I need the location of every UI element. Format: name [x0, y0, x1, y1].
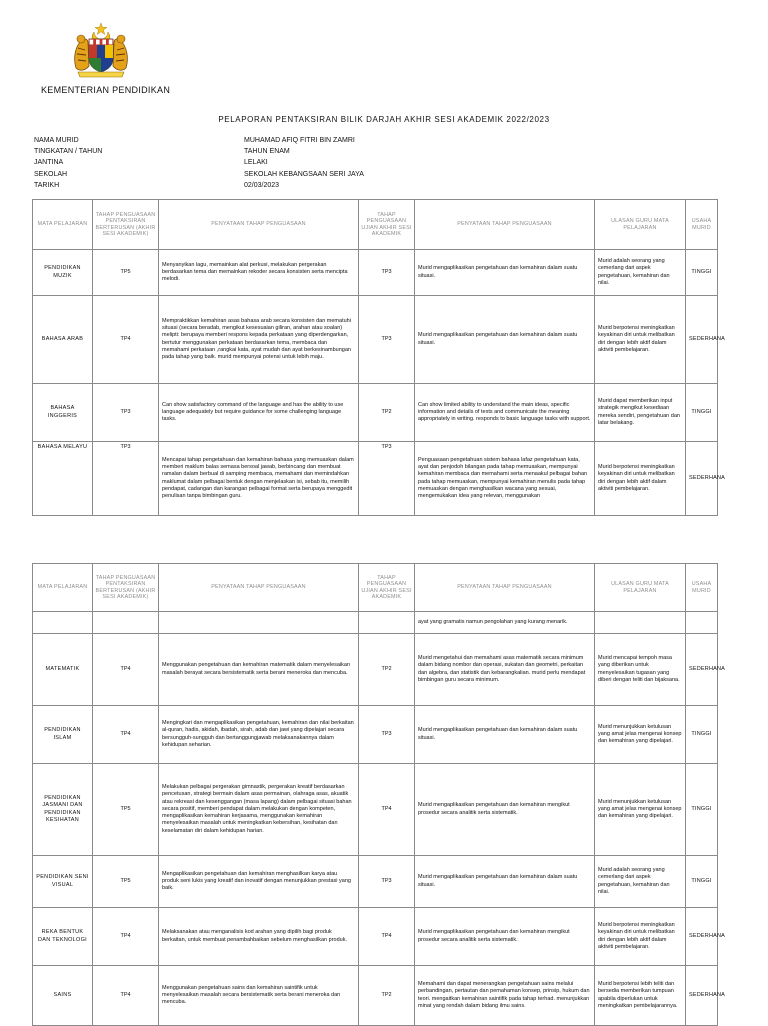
info-row-date	[34, 180, 364, 191]
tp-continuous: TP5	[93, 764, 159, 856]
table-row	[33, 706, 718, 764]
tp-exam: TP3	[359, 706, 415, 764]
statement-exam: Murid mengaplikasikan pengetahuan dan kemahiran dalam suatu situasi.	[415, 296, 595, 384]
tp-continuous: TP3	[93, 442, 159, 516]
info-value: 02/03/2023	[244, 181, 280, 189]
table-row	[33, 250, 718, 296]
header-statement-1: PENYATAAN TAHAP PENGUASAAN	[159, 200, 359, 250]
header-tp-continuous: TAHAP PENGUASAAN PENTAKSIRAN BERTERUSAN (AKHIR SESI AKADEMIK)	[93, 564, 159, 612]
statement-continuous: Melakukan pelbagai pergerakan gimnastik, pergerakan kreatif berdasarkan pencetusan, strategi bermain dalam asas permainan, olahraga asas, akuatik atau rekreasi dan kesenggangan (masa lapang) dalam pelbagai situasi bahan secara positif, memberi pendapat dalam melakukan dengan kompeten, mengaplikasikan kemahiran kerjasama, menggunakan kemahiran menyelesaikan masalah untuk meningkatkan kebersihan, kesihatan dan keselamatan diri dalam kehidupan harian.	[159, 764, 359, 856]
tp-continuous: TP4	[93, 296, 159, 384]
assessment-table-page-1	[32, 199, 726, 516]
table-row	[33, 856, 718, 908]
info-row-class	[34, 146, 364, 157]
info-value: TAHUN ENAM	[244, 148, 290, 156]
table-header-row	[33, 564, 718, 612]
statement-exam: Murid mengaplikasikan pengetahuan dan kemahiran mengikut prosedur secara analitik serta sistematik.	[415, 908, 595, 966]
subject-name: SAINS	[33, 966, 93, 1026]
effort-level: SEDERHANA	[686, 296, 718, 384]
tp-exam: TP3	[359, 296, 415, 384]
tp-continuous: TP4	[93, 966, 159, 1026]
teacher-comment: Murid berpotensi meningkatkan keyakinan diri untuk melibatkan diri dengan lebih aktif dalam aktiviti pembelajaran.	[595, 296, 686, 384]
subject-name: BAHASA MELAYU	[33, 442, 93, 516]
table-row	[33, 634, 718, 706]
teacher-comment: Murid menunjukkan ketulusan yang amat jelas mengenai konsep dan kemahiran yang dipelajari.	[595, 764, 686, 856]
subject-name: PENDIDIKAN SENI VISUAL	[33, 856, 93, 908]
info-label: NAMA MURID	[34, 137, 79, 144]
report-title: PELAPORAN PENTAKSIRAN BILIK DARJAH AKHIR SESI AKADEMIK 2022/2023	[218, 115, 550, 124]
effort-level: SEDERHANA	[686, 442, 718, 516]
effort-level: TINGGI	[686, 764, 718, 856]
statement-exam: Penguasaan pengetahuan sistem bahasa lafaz pengetahuan kata, ayat dan penjodoh bilangan pada tahap memuaskan, mempunyai kemahiran membaca dan memahami serta menaakul pelbagai bahan pada tahap memuaskan, mempunyai kemahiran menulis pada tahap memuaskan dengan menghasilkan wacana yang sesuai, mengemukakan idea yang relevan, menggunakan	[415, 442, 595, 516]
info-value: LELAKI	[244, 159, 268, 167]
header-statement-1: PENYATAAN TAHAP PENGUASAAN	[159, 564, 359, 612]
empty-cell	[686, 612, 718, 634]
student-info	[34, 135, 364, 191]
header-statement-2: PENYATAAN TAHAP PENGUASAAN	[415, 200, 595, 250]
info-value: SEKOLAH KEBANGSAAN SERI JAYA	[244, 170, 364, 178]
header-effort: USAHA MURID	[686, 564, 718, 612]
header-subject: MATA PELAJARAN	[33, 564, 93, 612]
teacher-comment: Murid berpotensi meningkatkan keyakinan diri untuk melibatkan diri dengan lebih aktif dalam aktiviti pembelajaran.	[595, 908, 686, 966]
subject-name: PENDIDIKAN JASMANI DAN PENDIDIKAN KESIHATAN	[33, 764, 93, 856]
teacher-comment: Murid adalah seorang yang cemerlang dari aspek pengetahuan, kemahiran dan nilai.	[595, 250, 686, 296]
header-statement-2: PENYATAAN TAHAP PENGUASAAN	[415, 564, 595, 612]
table-row-continuation	[33, 612, 718, 634]
statement-continuous: Can show satisfactory command of the language and has the ability to use language adequately but require guidance for some challenging language tasks.	[159, 384, 359, 442]
effort-level: SEDERHANA	[686, 908, 718, 966]
tp-continuous: TP4	[93, 706, 159, 764]
table-row	[33, 966, 718, 1026]
info-value: MUHAMAD AFIQ FITRI BIN ZAMRI	[244, 137, 355, 144]
subject-name: MATEMATIK	[33, 634, 93, 706]
effort-level: TINGGI	[686, 384, 718, 442]
info-label: SEKOLAH	[34, 170, 68, 178]
tp-continuous: TP3	[93, 384, 159, 442]
malaysia-coat-of-arms-logo	[70, 22, 132, 78]
statement-exam: Murid mengaplikasikan pengetahuan dan kemahiran dalam suatu situasi.	[415, 706, 595, 764]
info-row-name	[34, 135, 364, 146]
effort-level: TINGGI	[686, 706, 718, 764]
subject-name: BAHASA ARAB	[33, 296, 93, 384]
table-row	[33, 908, 718, 966]
effort-level: TINGGI	[686, 250, 718, 296]
teacher-comment: Murid berpotensi lebih teliti dan bersedia memberikan tumpuan apabila diperlukan untuk meningkatkan pembelajarannya.	[595, 966, 686, 1026]
subject-name: BAHASA INGGERIS	[33, 384, 93, 442]
statement-exam: Murid mengetahui dan memahami asas matematik secara minimum dalam bidang nombor dan operasi, sukatan dan geometri, perkaitan dan algebra, dan statistik dan kebarangkalian. murid perlu mendapat bimbingan guru secara minimum.	[415, 634, 595, 706]
tp-exam: TP3	[359, 856, 415, 908]
header-effort: USAHA MURID	[686, 200, 718, 250]
effort-level: TINGGI	[686, 856, 718, 908]
statement-continuous: Mencapai tahap pengetahuan dan kemahiran bahasa yang memuaskan dalam memberi maklum balas semasa bersoal jawab, berbincang dan membuat ramalan dalam berbual di samping membaca, memahami dan memindahkan maklumat dalam pelbagai bentuk dengan menjelaskan isi, sebab itu, memilih pendapat, cadangan dan karangan pelbagai format serta berupaya menggedit penulisan tanpa bimbingan guru.	[159, 442, 359, 516]
assessment-table-page-2	[32, 563, 726, 1026]
statement-exam: Memahami dan dapat menerangkan pengetahuan sains melalui perbandingan, pertautan dan pemahaman konsep, prinsip, hukum dan teori. mengaitkan kemahiran saintifik pada tahap terhad. menunjukkan minat yang rendah dalam bidang ilmu sains.	[415, 966, 595, 1026]
teacher-comment: Murid dapat memberikan input strategik mengikut kesediaan mereka sendiri, pengetahuan dan latar belakang.	[595, 384, 686, 442]
statement-exam-continuation: ayat yang gramatis namun pengolahan yang kurang menarik.	[415, 612, 595, 634]
header-tp-exam: TAHAP PENGUASAAN UJIAN AKHIR SESI AKADEMIK	[359, 200, 415, 250]
header-teacher-comment: ULASAN GURU MATA PELAJARAN	[595, 200, 686, 250]
tp-continuous: TP4	[93, 634, 159, 706]
tp-exam: TP4	[359, 908, 415, 966]
empty-cell	[33, 612, 93, 634]
empty-cell	[159, 612, 359, 634]
statement-continuous: Mengingkari dan mengaplikasikan pengetahuan, kemahiran dan nilai berkaitan al-quran, hadis, akidah, ibadah, sirah, adab dan jawi yang dipelajari secara bersungguh-sungguh dan bertanggungjawab melaksanakannya dalam kehidupan seharian.	[159, 706, 359, 764]
effort-level: SEDERHANA	[686, 966, 718, 1026]
statement-exam: Murid mengaplikasikan pengetahuan dan kemahiran dalam suatu situasi.	[415, 856, 595, 908]
tp-exam: TP2	[359, 634, 415, 706]
empty-cell	[359, 612, 415, 634]
info-label: JANTINA	[34, 159, 64, 167]
statement-exam: Murid mengaplikasikan pengetahuan dan kemahiran dalam suatu situasi.	[415, 250, 595, 296]
statement-continuous: Melaksanakan atau menganalisis kod arahan yang dipilih bagi produk berkaitan, untuk membuat penambahbaikan sebelum menghasilkan produk.	[159, 908, 359, 966]
tp-exam: TP2	[359, 966, 415, 1026]
teacher-comment: Murid menunjukkan ketulusan yang amat jelas mengenai konsep dan kemahiran yang dipelajari.	[595, 706, 686, 764]
statement-continuous: Mempraktikkan kemahiran asas bahasa arab secara konsisten dan mematuhi situasi (secara beradab, mengikut kesesuaian giliran, arahan atau soalan) melipti: berupaya memberi respons kepada perkataan yang diperdengarkan, bertutur menggunakan perkataan berdasarkan tema, membaca dan memahami perkataan ,rangkai kata, ayat mudah dan ayat berkesinambungan pada tahap yang baik. murid mempunyai potensi untuk lebih maju.	[159, 296, 359, 384]
effort-level: SEDERHANA	[686, 634, 718, 706]
info-label: TINGKATAN / TAHUN	[34, 148, 103, 156]
statement-exam: Can show limited ability to understand the main ideas, specific information and details of texts and communicate the meaning appropriately in writing. responds to basic language tasks with support.	[415, 384, 595, 442]
teacher-comment: Murid mencapai tempoh masa yang diberikan untuk menyelesaikan tugasan yang diberi dengan teliti dan bijaksana.	[595, 634, 686, 706]
header-tp-exam: TAHAP PENGUASAAN UJIAN AKHIR SESI AKADEMIK	[359, 564, 415, 612]
statement-continuous: Menggunakan pengetahuan dan kemahiran matematik dalam menyelesaikan masalah berayat secara bersistematik serta berani meneroka dan mencuba.	[159, 634, 359, 706]
subject-name: REKA BENTUK DAN TEKNOLOGI	[33, 908, 93, 966]
tp-exam: TP3	[359, 250, 415, 296]
header-subject: MATA PELAJARAN	[33, 200, 93, 250]
teacher-comment: Murid adalah seorang yang cemerlang dari aspek pengetahuan, kemahiran dan nilai.	[595, 856, 686, 908]
info-row-gender	[34, 157, 364, 168]
table-row	[33, 296, 718, 384]
statement-continuous: Menggunakan pengetahuan sains dan kemahiran saintifik untuk menyelesaikan masalah secara bersistematik serta berani meneroka dan mencuba.	[159, 966, 359, 1026]
header-teacher-comment: ULASAN GURU MATA PELAJARAN	[595, 564, 686, 612]
statement-continuous: Mengaplikasikan pengetahuan dan kemahiran menghasilkan karya atau produk seni lukis yang kreatif dan inovatif dengan menunjukkan prestasi yang baik.	[159, 856, 359, 908]
table-row	[33, 384, 718, 442]
tp-continuous: TP4	[93, 908, 159, 966]
statement-continuous: Menyanyikan lagu, memainkan alat perkusi, melakukan pergerakan berdasarkan tema dan memainkan rekoder secara konsisten serta mencipta melodi.	[159, 250, 359, 296]
tp-continuous: TP5	[93, 856, 159, 908]
statement-exam: Murid mengaplikasikan pengetahuan dan kemahiran mengikut prosedur secara analitik serta sistematik.	[415, 764, 595, 856]
subject-name: PENDIDIKAN MUZIK	[33, 250, 93, 296]
empty-cell	[93, 612, 159, 634]
tp-continuous: TP5	[93, 250, 159, 296]
table-row	[33, 764, 718, 856]
teacher-comment: Murid berpotensi meningkatkan keyakinan diri untuk melibatkan diri dengan lebih aktif dalam aktiviti pembelajaran.	[595, 442, 686, 516]
tp-exam: TP2	[359, 384, 415, 442]
info-row-school	[34, 169, 364, 180]
empty-cell	[595, 612, 686, 634]
tp-exam: TP3	[359, 442, 415, 516]
table-row	[33, 442, 718, 516]
info-label: TARIKH	[34, 181, 60, 189]
ministry-name: KEMENTERIAN PENDIDIKAN	[41, 85, 171, 95]
tp-exam: TP4	[359, 764, 415, 856]
header-tp-continuous: TAHAP PENGUASAAN PENTAKSIRAN BERTERUSAN (AKHIR SESI AKADEMIK)	[93, 200, 159, 250]
table-header-row	[33, 200, 718, 250]
subject-name: PENDIDIKAN ISLAM	[33, 706, 93, 764]
